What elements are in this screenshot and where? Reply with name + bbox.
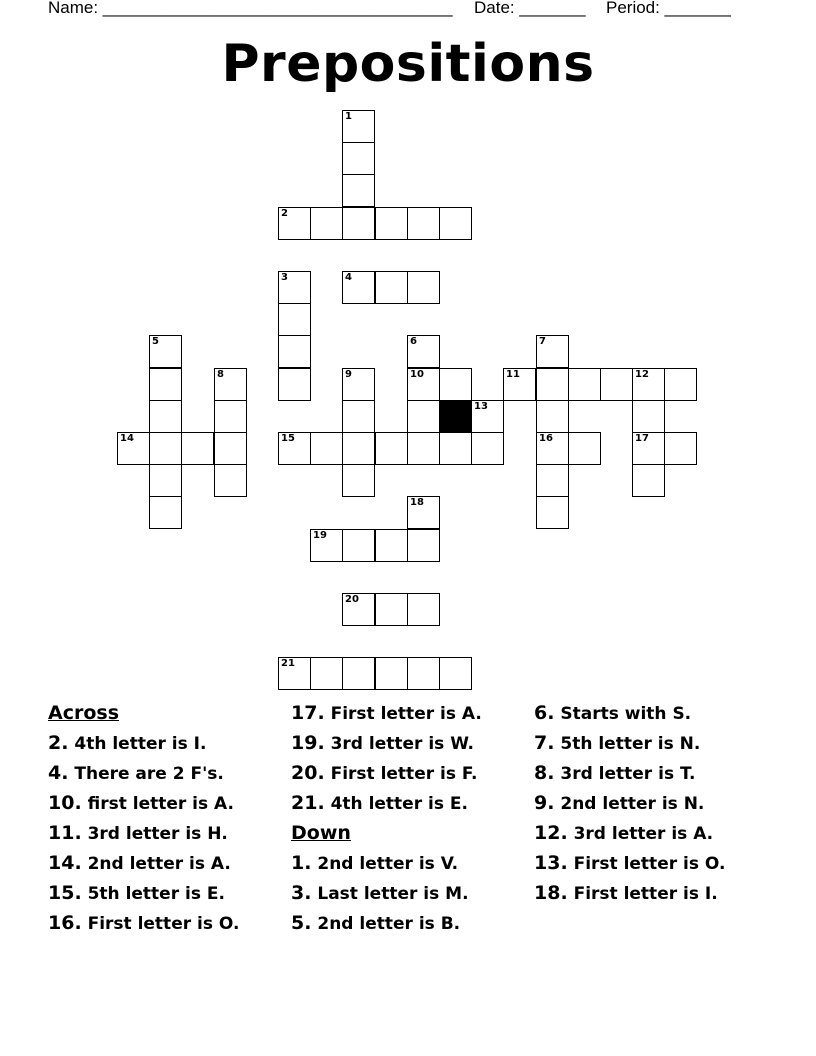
clue-text: First letter is O.: [81, 914, 240, 934]
clue-item: [291, 881, 482, 911]
grid-cell[interactable]: [310, 432, 343, 465]
clue-number-label: 9.: [534, 792, 555, 814]
grid-cell[interactable]: [214, 400, 247, 433]
clue-number-label: 20.: [291, 762, 325, 784]
clue-number-label: 16.: [48, 912, 82, 934]
clue-number-label: 15.: [48, 882, 82, 904]
grid-cell[interactable]: [407, 271, 440, 304]
grid-cell[interactable]: [375, 207, 408, 240]
clue-number-label: 13.: [534, 852, 568, 874]
grid-cell[interactable]: [568, 432, 601, 465]
grid-cell[interactable]: [503, 368, 536, 401]
section-heading-label: Down: [291, 822, 351, 844]
grid-cell[interactable]: [310, 207, 343, 240]
clue-number: 4: [345, 272, 352, 283]
clue-number: 15: [281, 433, 295, 444]
grid-cell[interactable]: [278, 368, 311, 401]
clue-number: 17: [635, 433, 649, 444]
clue-text: Last letter is M.: [311, 884, 469, 904]
clue-item: [48, 911, 239, 941]
grid-cell[interactable]: [375, 657, 408, 690]
clue-number: 10: [410, 369, 424, 380]
clue-number: 7: [539, 336, 546, 347]
grid-cell[interactable]: [568, 368, 601, 401]
clue-number: 21: [281, 658, 295, 669]
clue-item: [291, 761, 482, 791]
clue-text: 3rd letter is H.: [81, 824, 228, 844]
clue-number: 14: [120, 433, 134, 444]
grid-cell[interactable]: [471, 432, 504, 465]
clue-text: There are 2 F's.: [68, 764, 224, 784]
clue-text: First letter is A.: [324, 704, 482, 724]
clue-number-label: 10.: [48, 792, 82, 814]
grid-cell[interactable]: [181, 432, 214, 465]
clue-number-label: 6.: [534, 702, 555, 724]
period-field[interactable]: Period: _______: [606, 0, 731, 17]
grid-cell[interactable]: [407, 207, 440, 240]
clue-number: 19: [313, 530, 327, 541]
clue-number-label: 3.: [291, 882, 312, 904]
clue-number-label: 4.: [48, 762, 69, 784]
clue-number: 5: [152, 336, 159, 347]
grid-cell[interactable]: [278, 657, 311, 690]
clue-item: [534, 851, 725, 881]
grid-cell[interactable]: [278, 432, 311, 465]
clue-number-label: 12.: [534, 822, 568, 844]
grid-cell[interactable]: [149, 368, 182, 401]
clue-number-label: 7.: [534, 732, 555, 754]
grid-cell[interactable]: [536, 368, 569, 401]
grid-cell[interactable]: [149, 335, 182, 368]
grid-cell[interactable]: [632, 400, 665, 433]
clue-column-1: [48, 701, 239, 941]
grid-cell[interactable]: [407, 496, 440, 529]
grid-cell[interactable]: [375, 271, 408, 304]
clue-number: 18: [410, 497, 424, 508]
grid-cell[interactable]: [342, 593, 375, 626]
grid-cell[interactable]: [117, 432, 150, 465]
grid-cell[interactable]: [439, 432, 472, 465]
clue-item: [291, 701, 482, 731]
grid-cell[interactable]: [439, 657, 472, 690]
clue-number: 6: [410, 336, 417, 347]
grid-cell[interactable]: [342, 368, 375, 401]
clue-text: Starts with S.: [554, 704, 692, 724]
clue-text: First letter is I.: [567, 884, 718, 904]
grid-cell[interactable]: [342, 271, 375, 304]
clue-item: [534, 701, 725, 731]
grid-cell[interactable]: [149, 432, 182, 465]
clue-number: 3: [281, 272, 288, 283]
grid-cell[interactable]: [536, 496, 569, 529]
grid-cell[interactable]: [342, 400, 375, 433]
grid-cell[interactable]: [149, 464, 182, 497]
grid-cell[interactable]: [278, 207, 311, 240]
clue-number-label: 14.: [48, 852, 82, 874]
clue-number-label: 19.: [291, 732, 325, 754]
clue-item: [48, 821, 239, 851]
clue-number-label: 8.: [534, 762, 555, 784]
clue-item: [291, 791, 482, 821]
grid-cell[interactable]: [375, 432, 408, 465]
grid-cell[interactable]: [278, 303, 311, 336]
grid-cell[interactable]: [342, 174, 375, 207]
grid-cell[interactable]: [407, 529, 440, 562]
clue-item: [48, 761, 239, 791]
clue-text: 3rd letter is T.: [554, 764, 696, 784]
clue-number-label: 17.: [291, 702, 325, 724]
clue-number-label: 2.: [48, 732, 69, 754]
clue-number: 8: [217, 369, 224, 380]
grid-cell[interactable]: [342, 110, 375, 143]
clue-text: 2nd letter is A.: [81, 854, 231, 874]
grid-cell[interactable]: [278, 271, 311, 304]
clue-item: [534, 791, 725, 821]
grid-cell[interactable]: [407, 368, 440, 401]
grid-cell[interactable]: [407, 335, 440, 368]
grid-cell[interactable]: [149, 496, 182, 529]
grid-cell[interactable]: [214, 368, 247, 401]
clue-number-label: 18.: [534, 882, 568, 904]
grid-cell[interactable]: [342, 464, 375, 497]
name-field[interactable]: Name: _____________________________________: [48, 0, 453, 17]
grid-cell[interactable]: [407, 432, 440, 465]
section-heading-down: [291, 821, 482, 851]
grid-cell[interactable]: [342, 529, 375, 562]
grid-cell[interactable]: [342, 432, 375, 465]
clue-column-2: [291, 701, 482, 941]
clue-number: 20: [345, 594, 359, 605]
clue-number: 2: [281, 208, 288, 219]
clue-text: First letter is F.: [324, 764, 478, 784]
clue-number-label: 5.: [291, 912, 312, 934]
clue-number: 11: [506, 369, 520, 380]
clue-item: [48, 731, 239, 761]
grid-cell[interactable]: [214, 432, 247, 465]
grid-cell[interactable]: [439, 207, 472, 240]
section-heading-label: Across: [48, 702, 120, 724]
clue-item: [291, 731, 482, 761]
grid-cell[interactable]: [342, 657, 375, 690]
clue-item: [534, 821, 725, 851]
grid-cell[interactable]: [342, 142, 375, 175]
grid-cell[interactable]: [536, 464, 569, 497]
page-title: Prepositions: [221, 34, 595, 94]
grid-cell[interactable]: [600, 368, 633, 401]
grid-cell[interactable]: [632, 368, 665, 401]
clue-item: [291, 911, 482, 941]
date-field[interactable]: Date: _______: [474, 0, 586, 17]
clue-item: [534, 761, 725, 791]
clue-item: [291, 851, 482, 881]
clue-item: [534, 731, 725, 761]
grid-cell[interactable]: [536, 400, 569, 433]
clue-text: 2nd letter is B.: [311, 914, 461, 934]
grid-cell[interactable]: [536, 432, 569, 465]
clue-number: 13: [474, 401, 488, 412]
grid-cell[interactable]: [632, 464, 665, 497]
clue-text: 2nd letter is N.: [554, 794, 705, 814]
grid-cell[interactable]: [278, 335, 311, 368]
grid-cell[interactable]: [149, 400, 182, 433]
grid-cell[interactable]: [342, 207, 375, 240]
grid-cell[interactable]: [214, 464, 247, 497]
clue-item: [48, 791, 239, 821]
grid-cell[interactable]: [310, 529, 343, 562]
clue-number-label: 21.: [291, 792, 325, 814]
clue-item: [48, 851, 239, 881]
grid-cell[interactable]: [664, 368, 697, 401]
grid-cell[interactable]: [407, 593, 440, 626]
clue-number-label: 1.: [291, 852, 312, 874]
grid-cell[interactable]: [439, 368, 472, 401]
grid-cell[interactable]: [375, 593, 408, 626]
grid-cell[interactable]: [471, 400, 504, 433]
clue-text: 4th letter is I.: [68, 734, 207, 754]
clue-number: 9: [345, 369, 352, 380]
grid-cell[interactable]: [375, 529, 408, 562]
grid-cell[interactable]: [632, 432, 665, 465]
clue-column-3: [534, 701, 725, 911]
clue-text: 4th letter is E.: [324, 794, 468, 814]
clue-text: First letter is O.: [567, 854, 726, 874]
clue-text: 5th letter is N.: [554, 734, 701, 754]
grid-cell[interactable]: [310, 657, 343, 690]
clue-number: 12: [635, 369, 649, 380]
clue-text: first letter is A.: [81, 794, 234, 814]
section-heading-across: [48, 701, 239, 731]
clue-text: 2nd letter is V.: [311, 854, 459, 874]
black-cell: [439, 400, 472, 433]
clue-item: [48, 881, 239, 911]
grid-cell[interactable]: [407, 400, 440, 433]
grid-cell[interactable]: [664, 432, 697, 465]
clue-text: 3rd letter is W.: [324, 734, 475, 754]
grid-cell[interactable]: [536, 335, 569, 368]
clue-number: 1: [345, 111, 352, 122]
clue-text: 3rd letter is A.: [567, 824, 714, 844]
clue-text: 5th letter is E.: [81, 884, 225, 904]
clue-number: 16: [539, 433, 553, 444]
grid-cell[interactable]: [407, 657, 440, 690]
clue-item: [534, 881, 725, 911]
clue-number-label: 11.: [48, 822, 82, 844]
